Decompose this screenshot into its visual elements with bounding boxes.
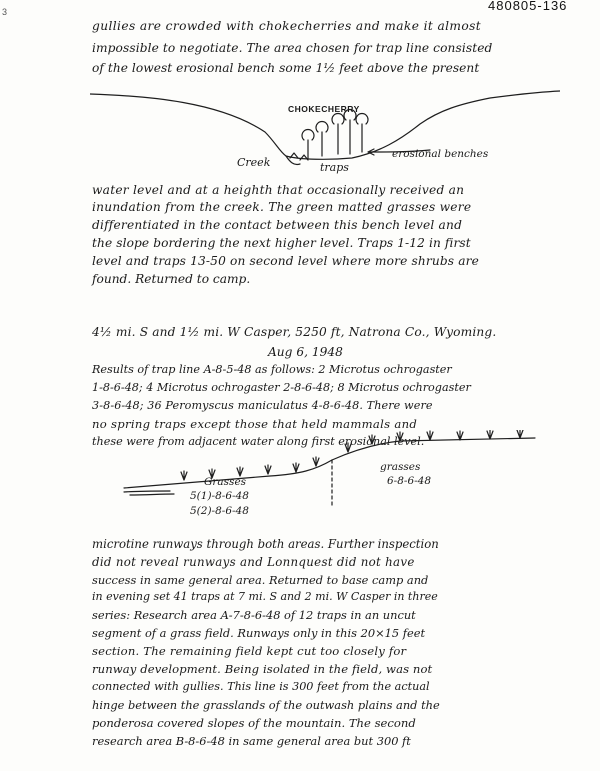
text-line: level and traps 13-50 on second level where more shrubs are — [92, 254, 479, 268]
text-line: inundation from the creek. The green matted grasses were — [92, 200, 472, 214]
sketch-label-benches: erosional benches — [392, 148, 489, 160]
text-line: research area B-8-6-48 in same general area but 300 ft — [92, 734, 411, 748]
text-line: connected with gullies. This line is 300 feet from the actual — [92, 680, 430, 693]
text-line: the slope bordering the next higher level. Traps 1-12 in first — [92, 236, 471, 250]
text-line: water level and at a heighth that occasionally received an — [92, 183, 465, 197]
text-line: section. The remaining field kept cut too closely for — [92, 644, 407, 658]
sketch-label-trap-52: 5(2)-8-6-48 — [190, 505, 249, 517]
grass-tufts-left — [181, 457, 319, 480]
sketch-label-chokecherry: CHOKECHERRY — [288, 104, 360, 114]
entry-locality: 4½ mi. S and 1½ mi. W Casper, 5250 ft, Natrona Co., Wyoming. — [92, 325, 497, 339]
sketch-label-creek: Creek — [237, 156, 271, 169]
text-line: success in same general area. Returned to base camp and — [92, 573, 429, 587]
corner-mark: 3 — [2, 7, 8, 17]
sketch-label-trap-6: 6-8-6-48 — [387, 475, 432, 487]
text-line: series: Research area A-7-8-6-48 of 12 traps in an uncut — [92, 608, 416, 622]
sketch-label-grasses-right: grasses — [380, 461, 421, 473]
text-line: segment of a grass field. Runways only in this 20×15 feet — [92, 626, 426, 640]
text-line: differentiated in the contact between this bench level and — [92, 218, 463, 232]
text-line: found. Returned to camp. — [92, 272, 251, 286]
entry-date: Aug 6, 1948 — [268, 345, 343, 359]
sketch-label-grasses-left: Grasses — [204, 476, 247, 488]
text-line: ponderosa covered slopes of the mountain. The second — [92, 716, 416, 730]
text-line: Results of trap line A-8-5-48 as follows: 2 Microtus ochrogaster — [92, 363, 452, 376]
text-line: no spring traps except those that held mammals and — [92, 417, 418, 431]
text-line: in evening set 41 traps at 7 mi. S and 2 mi. W Casper in three — [92, 590, 438, 603]
grass-terrace-sketch — [110, 430, 550, 520]
text-line: microtine runways through both areas. Further inspection — [92, 537, 439, 551]
sketch-label-traps: traps — [320, 161, 349, 174]
upper-terrace-line — [332, 438, 535, 460]
text-line: runway development. Being isolated in the field, was not — [92, 662, 433, 676]
text-line: of the lowest erosional bench some 1½ feet above the present — [92, 61, 480, 75]
grass-tufts-right — [345, 430, 523, 452]
text-line: these were from adjacent water along first erosional level. — [92, 435, 425, 448]
text-line: impossible to negotiate. The area chosen for trap line consisted — [92, 41, 493, 55]
text-line: did not reveal runways and Lonnquest did not have — [92, 555, 415, 569]
base-line — [124, 491, 174, 495]
catalog-number: 480805-136 — [488, 0, 568, 13]
text-line: gullies are crowded with chokecherries and make it almost — [92, 19, 482, 33]
text-line: 3-8-6-48; 36 Peromyscus maniculatus 4-8-6-48. There were — [92, 399, 433, 412]
text-line: 1-8-6-48; 4 Microtus ochrogaster 2-8-6-48; 8 Microtus ochrogaster — [92, 381, 471, 394]
text-line: hinge between the grasslands of the outwash plains and the — [92, 698, 440, 712]
sketch-label-trap-51: 5(1)-8-6-48 — [190, 490, 249, 502]
